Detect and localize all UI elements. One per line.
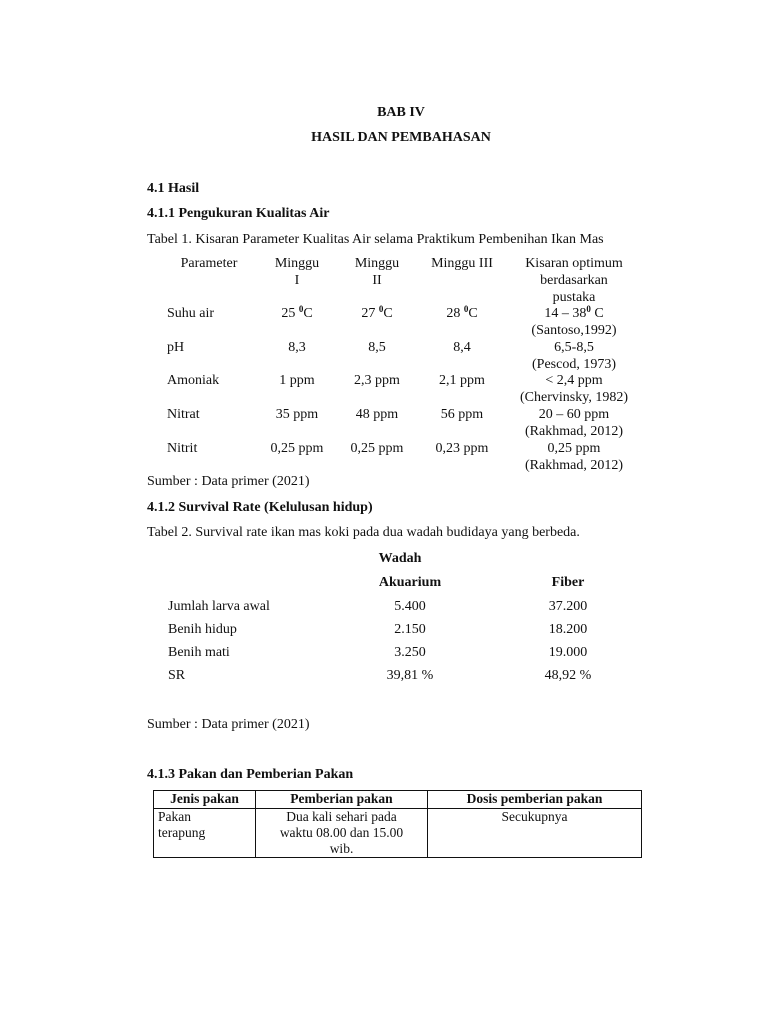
sr-row-label: SR [168,668,186,683]
chapter-subtitle: HASIL DAN PEMBAHASAN [311,130,491,145]
sr-row-akuarium: 39,81 % [386,668,434,683]
cell-jenis-pakan: Pakan terapung [154,809,256,858]
table-row [154,809,642,858]
header-akuarium: Akuarium [378,575,442,590]
suhu-minggu-1: 25 $^0$C [281,304,313,321]
section-heading-4-1: 4.1 Hasil [147,181,200,196]
amoniak-minggu-1: 1 ppm [279,373,315,388]
sr-row-akuarium: 2.150 [394,622,426,637]
section-heading-4-1-3: 4.1.3 Pakan dan Pemberian Pakan [147,767,354,782]
nitrit-minggu-1: 0,25 ppm [270,441,324,456]
table-2-source: Sumber : Data primer (2021) [147,717,310,732]
cell-pemberian-pakan: Dua kali sehari pada waktu 08.00 dan 15.00 wib. [256,809,428,858]
sr-row-label: Benih mati [168,645,230,660]
nitrat-minggu-1: 35 ppm [275,407,319,422]
section-heading-4-1-1: 4.1.1 Pengukuran Kualitas Air [147,206,330,221]
header-dosis: Dosis pemberian pakan [428,791,642,809]
table-2-caption: Tabel 2. Survival rate ikan mas koki pada dua wadah budidaya yang berbeda. [147,525,580,540]
header-wadah: Wadah [378,551,422,566]
amoniak-minggu-2: 2,3 ppm [354,373,400,388]
nitrit-optimum: 0,25 ppm (Rakhmad, 2012) [525,441,623,473]
row-param-suhu: Suhu air [167,306,215,321]
nitrit-minggu-2: 0,25 ppm [350,441,404,456]
row-param-amoniak: Amoniak [167,373,220,388]
feeding-table [153,790,642,858]
sr-row-akuarium: 5.400 [394,599,426,614]
header-minggu-1: Minggu I [274,256,320,288]
header-pemberian-pakan: Pemberian pakan [256,791,428,809]
amoniak-optimum: < 2,4 ppm (Chervinsky, 1982) [520,373,628,405]
table-1-caption: Tabel 1. Kisaran Parameter Kualitas Air selama Praktikum Pembenihan Ikan Mas [147,232,604,247]
amoniak-minggu-3: 2,1 ppm [439,373,485,388]
table-header-row [154,791,642,809]
sr-row-fiber: 19.000 [548,645,588,660]
nitrat-minggu-3: 56 ppm [440,407,484,422]
ph-minggu-2: 8,5 [368,340,386,355]
header-minggu-3: Minggu III [431,256,493,271]
ph-minggu-3: 8,4 [453,340,471,355]
header-jenis-pakan: Jenis pakan [154,791,256,809]
sr-row-fiber: 48,92 % [544,668,592,683]
suhu-optimum: $14 - 38^0$ C (Santoso,1992) [531,304,617,338]
nitrat-optimum: 20 – 60 ppm (Rakhmad, 2012) [525,407,623,439]
section-heading-4-1-2: 4.1.2 Survival Rate (Kelulusan hidup) [147,500,373,515]
suhu-minggu-3: 28 $^0$C [446,304,478,321]
row-param-ph: pH [167,340,185,355]
sr-row-fiber: 18.200 [548,622,588,637]
cell-dosis: Secukupnya [428,809,642,858]
sr-row-fiber: 37.200 [548,599,588,614]
sr-row-label: Jumlah larva awal [168,599,270,614]
sr-row-akuarium: 3.250 [394,645,426,660]
suhu-minggu-2: 27 $^0$C [361,304,393,321]
row-param-nitrat: Nitrat [167,407,200,422]
header-fiber: Fiber [551,575,585,590]
header-kisaran-optimum: Kisaran optimum berdasarkan pustaka [525,256,623,305]
header-parameter: Parameter [180,256,238,271]
nitrit-minggu-3: 0,23 ppm [435,441,489,456]
chapter-title: BAB IV [377,105,425,120]
ph-optimum: 6,5-8,5 (Pescod, 1973) [532,340,616,372]
row-param-nitrit: Nitrit [167,441,198,456]
ph-minggu-1: 8,3 [288,340,306,355]
table-1-source: Sumber : Data primer (2021) [147,474,310,489]
nitrat-minggu-2: 48 ppm [355,407,399,422]
sr-row-label: Benih hidup [168,622,237,637]
header-minggu-2: Minggu II [354,256,400,288]
